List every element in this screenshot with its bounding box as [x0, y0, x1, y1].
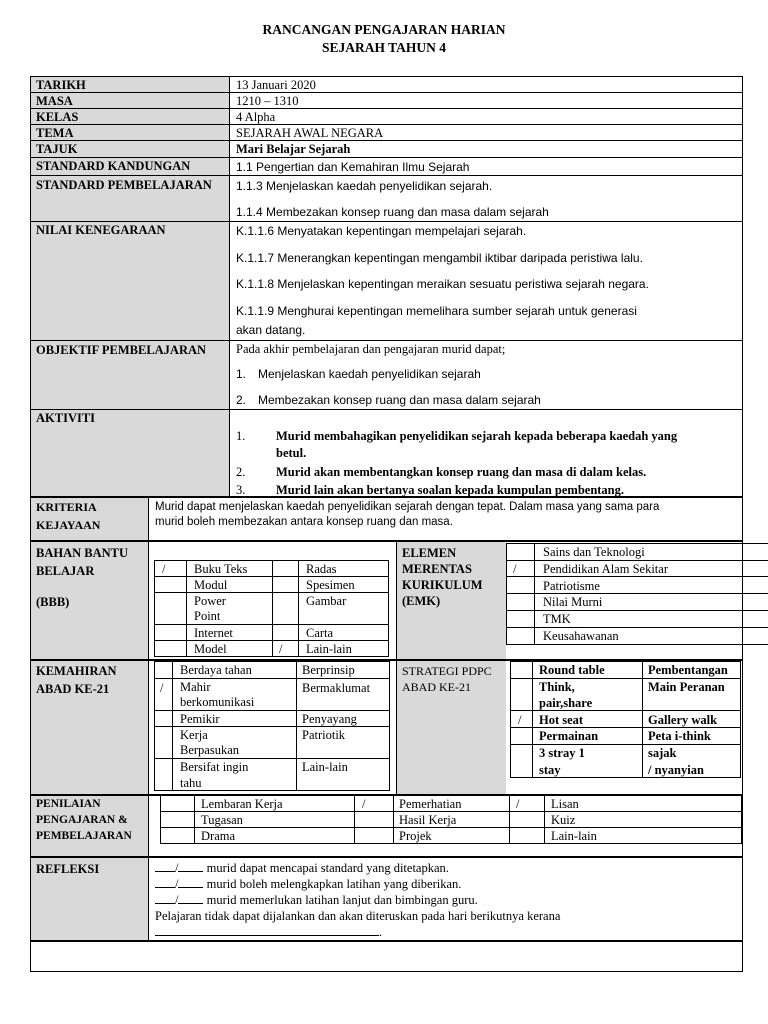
objektif-item: Menjelaskan kaedah penyelidikan sejarah	[258, 367, 481, 381]
abad-item: Pemikir	[180, 712, 220, 726]
bbb-item: Lain-lain	[306, 642, 352, 656]
emk-item: Pendidikan Alam Sekitar	[543, 562, 668, 576]
abad-tick: /	[160, 681, 164, 695]
refleksi-blank-line: .	[155, 924, 382, 940]
abad-item: Mahir	[180, 680, 211, 694]
pdpc-item: sajak	[648, 746, 677, 760]
penilaian-item: Tugasan	[201, 813, 243, 827]
pdpc-item: Think,	[539, 680, 575, 694]
pdpc-item: Round table	[539, 663, 605, 677]
bbb-item: Power	[194, 594, 226, 608]
emk-label: ELEMEN	[402, 546, 457, 560]
bbb-item: Radas	[306, 562, 337, 576]
pdpc-item: Main Peranan	[648, 680, 725, 694]
abad-item: Penyayang	[302, 712, 357, 726]
kriteria-text: Murid dapat menjelaskan kaedah penyelidikan sejarah dengan tepat. Dalam masa yang sama para	[155, 501, 660, 513]
objektif-item: Membezakan konsep ruang dan masa dalam sejarah	[258, 393, 541, 407]
pdpc-item: Gallery walk	[648, 713, 718, 727]
tajuk-label: TAJUK	[36, 142, 78, 156]
penilaian-item: Kuiz	[551, 813, 576, 827]
sp-item: 1.1.3 Menjelaskan kaedah penyelidikan sejarah.	[236, 179, 493, 193]
masa-label: MASA	[36, 94, 73, 108]
bbb-item: Point	[194, 609, 221, 623]
pdpc-label: STRATEGI PDPC	[402, 664, 492, 678]
emk-label: MERENTAS	[402, 562, 472, 576]
emk-label: KURIKULUM	[402, 578, 483, 592]
aktiviti-item: Murid akan membentangkan konsep ruang dan masa di dalam kelas.	[276, 465, 647, 479]
notes-box	[30, 941, 743, 972]
emk-label: (EMK)	[402, 594, 441, 608]
bbb-tick: /	[279, 642, 283, 656]
objektif-label: OBJEKTIF PEMBELAJARAN	[36, 343, 207, 357]
tema-label: TEMA	[36, 126, 74, 140]
aktiviti-num: 1.	[236, 429, 246, 443]
sk-label: STANDARD KANDUNGAN	[36, 159, 191, 173]
refleksi-line: / murid dapat mencapai standard yang ditetapkan.	[155, 860, 449, 876]
nilai-item: akan datang.	[236, 323, 306, 337]
refleksi-line: / murid memerlukan latihan lanjut dan bimbingan guru.	[155, 892, 478, 908]
abad-item: Bersifat ingin	[180, 760, 249, 774]
page-title: RANCANGAN PENGAJARAN HARIAN	[262, 22, 506, 37]
emk-item: Keusahawanan	[543, 629, 619, 643]
pdpc-item: 3 stray 1	[539, 746, 585, 760]
sp-label: STANDARD PEMBELAJARAN	[36, 178, 212, 192]
emk-item: TMK	[543, 612, 571, 626]
bbb-item: Modul	[194, 578, 228, 592]
bbb-item: Carta	[306, 626, 334, 640]
abad-item: Lain-lain	[302, 760, 348, 774]
abad-label: ABAD KE-21	[36, 682, 110, 696]
bbb-label: BELAJAR	[36, 564, 95, 578]
bbb-tick: /	[162, 562, 166, 576]
pdpc-item: Peta i-think	[648, 729, 711, 743]
page-subtitle: SEJARAH TAHUN 4	[321, 40, 447, 55]
abad-label: KEMAHIRAN	[36, 664, 117, 678]
penilaian-label: PENGAJARAN &	[36, 814, 128, 826]
nilai-item: K.1.1.6 Menyatakan kepentingan mempelajari sejarah.	[236, 224, 527, 238]
kriteria-label: KRITERIA	[36, 500, 97, 514]
pdpc-tick: /	[518, 713, 522, 727]
penilaian-label: PEMBELAJARAN	[36, 830, 132, 842]
penilaian-item: Pemerhatian	[399, 797, 462, 811]
masa-value: 1210 – 1310	[236, 94, 299, 108]
tema-value: SEJARAH AWAL NEGARA	[236, 126, 384, 140]
abad-item: Kerja	[180, 728, 208, 742]
refleksi-line: / murid boleh melengkapkan latihan yang diberikan.	[155, 876, 461, 892]
abad-item: Berdaya tahan	[180, 663, 252, 677]
aktiviti-label: AKTIVITI	[36, 411, 96, 425]
tajuk-value: Mari Belajar Sejarah	[236, 142, 351, 156]
aktiviti-num: 2.	[236, 465, 246, 479]
penilaian-item: Lisan	[551, 797, 579, 811]
kelas-label: KELAS	[36, 110, 79, 124]
bbb-item: Model	[194, 642, 227, 656]
abad-item: Patriotik	[302, 728, 346, 742]
emk-tick: /	[513, 562, 517, 576]
nilai-item: K.1.1.7 Menerangkan kepentingan mengambil iktibar daripada peristiwa lalu.	[236, 251, 643, 265]
bbb-label: (BBB)	[36, 595, 70, 609]
penilaian-item: Lain-lain	[551, 829, 597, 843]
sk-value: 1.1 Pengertian dan Kemahiran Ilmu Sejarah	[236, 160, 470, 174]
kriteria-label: KEJAYAAN	[36, 518, 101, 532]
emk-item: Patriotisme	[543, 579, 600, 593]
tarikh-label: TARIKH	[36, 78, 86, 92]
pdpc-item: stay	[539, 763, 561, 777]
abad-item: Berpasukan	[180, 743, 240, 757]
pdpc-item: Pembentangan	[648, 663, 728, 677]
aktiviti-item: Murid membahagikan penyelidikan sejarah kepada beberapa kaedah yang	[276, 429, 678, 443]
penilaian-item: Lembaran Kerja	[201, 797, 283, 811]
aktiviti-item: Murid lain akan bertanya soalan kepada kumpulan pembentang.	[276, 483, 625, 497]
tarikh-value: 13 Januari 2020	[236, 78, 316, 92]
emk-item: Sains dan Teknologi	[543, 545, 645, 559]
objektif-intro: Pada akhir pembelajaran dan pengajaran murid dapat;	[236, 342, 506, 356]
abad-item: Bermaklumat	[302, 681, 371, 695]
penilaian-tick: /	[362, 797, 366, 811]
objektif-num: 2.	[236, 393, 247, 407]
refleksi-label: REFLEKSI	[36, 862, 100, 876]
sp-item: 1.1.4 Membezakan konsep ruang dan masa dalam sejarah	[236, 205, 549, 219]
pdpc-item: / nyanyian	[648, 763, 704, 777]
abad-item: tahu	[180, 776, 202, 790]
penilaian-item: Drama	[201, 829, 236, 843]
bbb-item: Spesimen	[306, 578, 355, 592]
pdpc-label: ABAD KE-21	[402, 680, 471, 694]
nilai-item: K.1.1.9 Menghurai kepentingan memelihara sumber sejarah untuk generasi	[236, 304, 637, 318]
penilaian-label: PENILAIAN	[36, 798, 101, 810]
pdpc-item: pair,share	[539, 696, 593, 710]
emk-item: Nilai Murni	[543, 595, 603, 609]
bbb-item: Gambar	[306, 594, 347, 608]
penilaian-tick: /	[516, 797, 520, 811]
aktiviti-num: 3.	[236, 483, 246, 497]
bbb-item: Buku Teks	[194, 562, 248, 576]
bbb-label: BAHAN BANTU	[36, 546, 129, 560]
aktiviti-item-cont: betul.	[276, 446, 307, 460]
kelas-value: 4 Alpha	[236, 110, 276, 124]
pdpc-item: Permainan	[539, 729, 599, 743]
nilai-item: K.1.1.8 Menjelaskan kepentingan meraikan sesuatu peristiwa sejarah negara.	[236, 277, 649, 291]
kriteria-text: murid boleh membezakan antara konsep ruang dan masa.	[155, 516, 453, 528]
nilai-label: NILAI KENEGARAAN	[36, 223, 166, 237]
abad-item: berkomunikasi	[180, 695, 255, 709]
refleksi-line: Pelajaran tidak dapat dijalankan dan akan diteruskan pada hari berikutnya kerana	[155, 909, 561, 923]
bbb-item: Internet	[194, 626, 233, 640]
penilaian-item: Projek	[399, 829, 432, 843]
pdpc-item: Hot seat	[539, 713, 584, 727]
abad-item: Berprinsip	[302, 663, 355, 677]
objektif-num: 1.	[236, 367, 247, 381]
penilaian-item: Hasil Kerja	[399, 813, 457, 827]
